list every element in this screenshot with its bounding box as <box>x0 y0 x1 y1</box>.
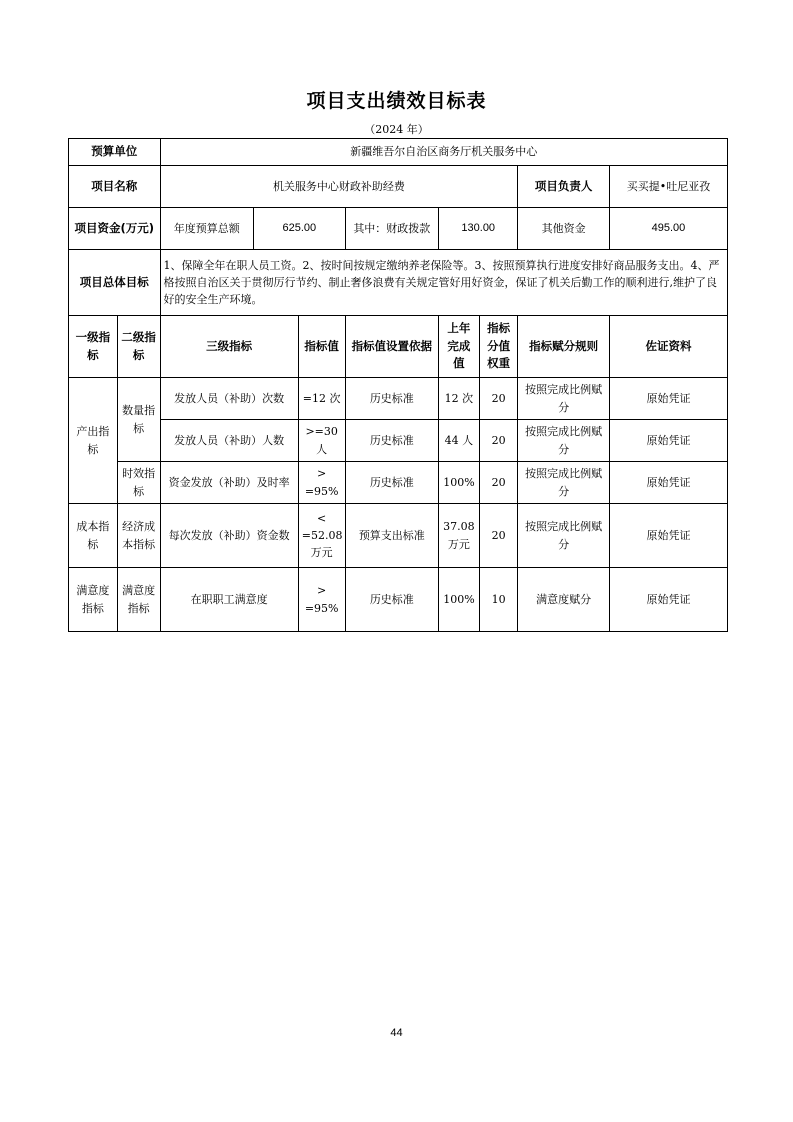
budget-unit-row <box>69 139 728 166</box>
row-basis: 历史标准 <box>345 378 439 420</box>
row-rule: 满意度赋分 <box>518 568 610 632</box>
row-indicator: 在职职工满意度 <box>160 568 298 632</box>
row-rule: 按照完成比例赋分 <box>518 420 610 462</box>
project-name-label: 项目名称 <box>69 166 161 208</box>
other-funds-label: 其他资金 <box>518 208 610 250</box>
group-economic-cost: 经济成本指标 <box>117 504 160 568</box>
group-output: 产出指标 <box>69 378 118 504</box>
group-timeliness: 时效指标 <box>117 462 160 504</box>
overall-goal-row <box>69 250 728 316</box>
row-value: > =95% <box>298 568 345 632</box>
document-year: （2024 年） <box>364 123 429 136</box>
group-cost: 成本指标 <box>69 504 118 568</box>
project-fund-row <box>69 208 728 250</box>
annual-budget-label: 年度预算总额 <box>160 208 254 250</box>
header-weight: 指标分值权重 <box>479 316 518 378</box>
document-title: 项目支出绩效目标表 <box>306 90 487 112</box>
header-last-year: 上年完成值 <box>439 316 480 378</box>
table-row <box>69 568 728 632</box>
project-lead-label: 项目负责人 <box>518 166 610 208</box>
table-row <box>69 462 728 504</box>
row-evidence: 原始凭证 <box>609 504 727 568</box>
indicator-header-row <box>69 316 728 378</box>
budget-unit-value: 新疆维吾尔自治区商务厅机关服务中心 <box>160 139 728 166</box>
overall-goal-text: 1、保障全年在职人员工资。2、按时间按规定缴纳养老保险等。3、按照预算执行进度安排好商品服务支出。4、严格按照自治区关于贯彻厉行节约、制止奢侈浪费有关规定管好用好资金，保证了机关后勤工作的顺利进行,维护了良好的安全生产环境。 <box>160 250 728 316</box>
row-basis: 历史标准 <box>345 568 439 632</box>
project-lead-value: 买买提•吐尼亚孜 <box>609 166 727 208</box>
row-last-year: 100% <box>439 462 480 504</box>
table-row <box>69 420 728 462</box>
row-indicator: 资金发放（补助）及时率 <box>160 462 298 504</box>
row-evidence: 原始凭证 <box>609 420 727 462</box>
row-evidence: 原始凭证 <box>609 568 727 632</box>
row-weight: 20 <box>479 420 518 462</box>
row-rule: 按照完成比例赋分 <box>518 462 610 504</box>
table-row <box>69 504 728 568</box>
row-evidence: 原始凭证 <box>609 462 727 504</box>
row-last-year: 37.08 万元 <box>439 504 480 568</box>
project-name-row <box>69 166 728 208</box>
header-indicator-value: 指标值 <box>298 316 345 378</box>
header-level1: 一级指标 <box>69 316 118 378</box>
row-weight: 20 <box>479 378 518 420</box>
row-weight: 20 <box>479 504 518 568</box>
finance-value: 130.00 <box>439 208 518 250</box>
overall-goal-label: 项目总体目标 <box>69 250 161 316</box>
row-indicator: 发放人员（补助）人数 <box>160 420 298 462</box>
budget-unit-label: 预算单位 <box>69 139 161 166</box>
row-value: > =95% <box>298 462 345 504</box>
row-basis: 历史标准 <box>345 420 439 462</box>
performance-target-table <box>68 138 728 632</box>
group-satisfaction-sub: 满意度指标 <box>117 568 160 632</box>
header-level2: 二级指标 <box>117 316 160 378</box>
page-number: 44 <box>390 1027 403 1039</box>
row-weight: 10 <box>479 568 518 632</box>
group-satisfaction: 满意度指标 <box>69 568 118 632</box>
header-level3: 三级指标 <box>160 316 298 378</box>
row-rule: 按照完成比例赋分 <box>518 378 610 420</box>
row-value: =12 次 <box>298 378 345 420</box>
finance-label: 其中：财政拨款 <box>345 208 439 250</box>
fund-label: 项目资金(万元) <box>69 208 161 250</box>
row-evidence: 原始凭证 <box>609 378 727 420</box>
row-indicator: 发放人员（补助）次数 <box>160 378 298 420</box>
header-scoring-rule: 指标赋分规则 <box>518 316 610 378</box>
row-rule: 按照完成比例赋分 <box>518 504 610 568</box>
row-last-year: 44 人 <box>439 420 480 462</box>
other-funds-value: 495.00 <box>609 208 727 250</box>
group-quantity: 数量指标 <box>117 378 160 462</box>
annual-budget-value: 625.00 <box>254 208 346 250</box>
row-value: >=30 人 <box>298 420 345 462</box>
row-weight: 20 <box>479 462 518 504</box>
header-basis: 指标值设置依据 <box>345 316 439 378</box>
header-evidence: 佐证资料 <box>609 316 727 378</box>
table-row <box>69 378 728 420</box>
row-indicator: 每次发放（补助）资金数 <box>160 504 298 568</box>
row-basis: 历史标准 <box>345 462 439 504</box>
row-last-year: 12 次 <box>439 378 480 420</box>
row-value: < =52.08 万元 <box>298 504 345 568</box>
row-last-year: 100% <box>439 568 480 632</box>
project-name-value: 机关服务中心财政补助经费 <box>160 166 518 208</box>
row-basis: 预算支出标准 <box>345 504 439 568</box>
